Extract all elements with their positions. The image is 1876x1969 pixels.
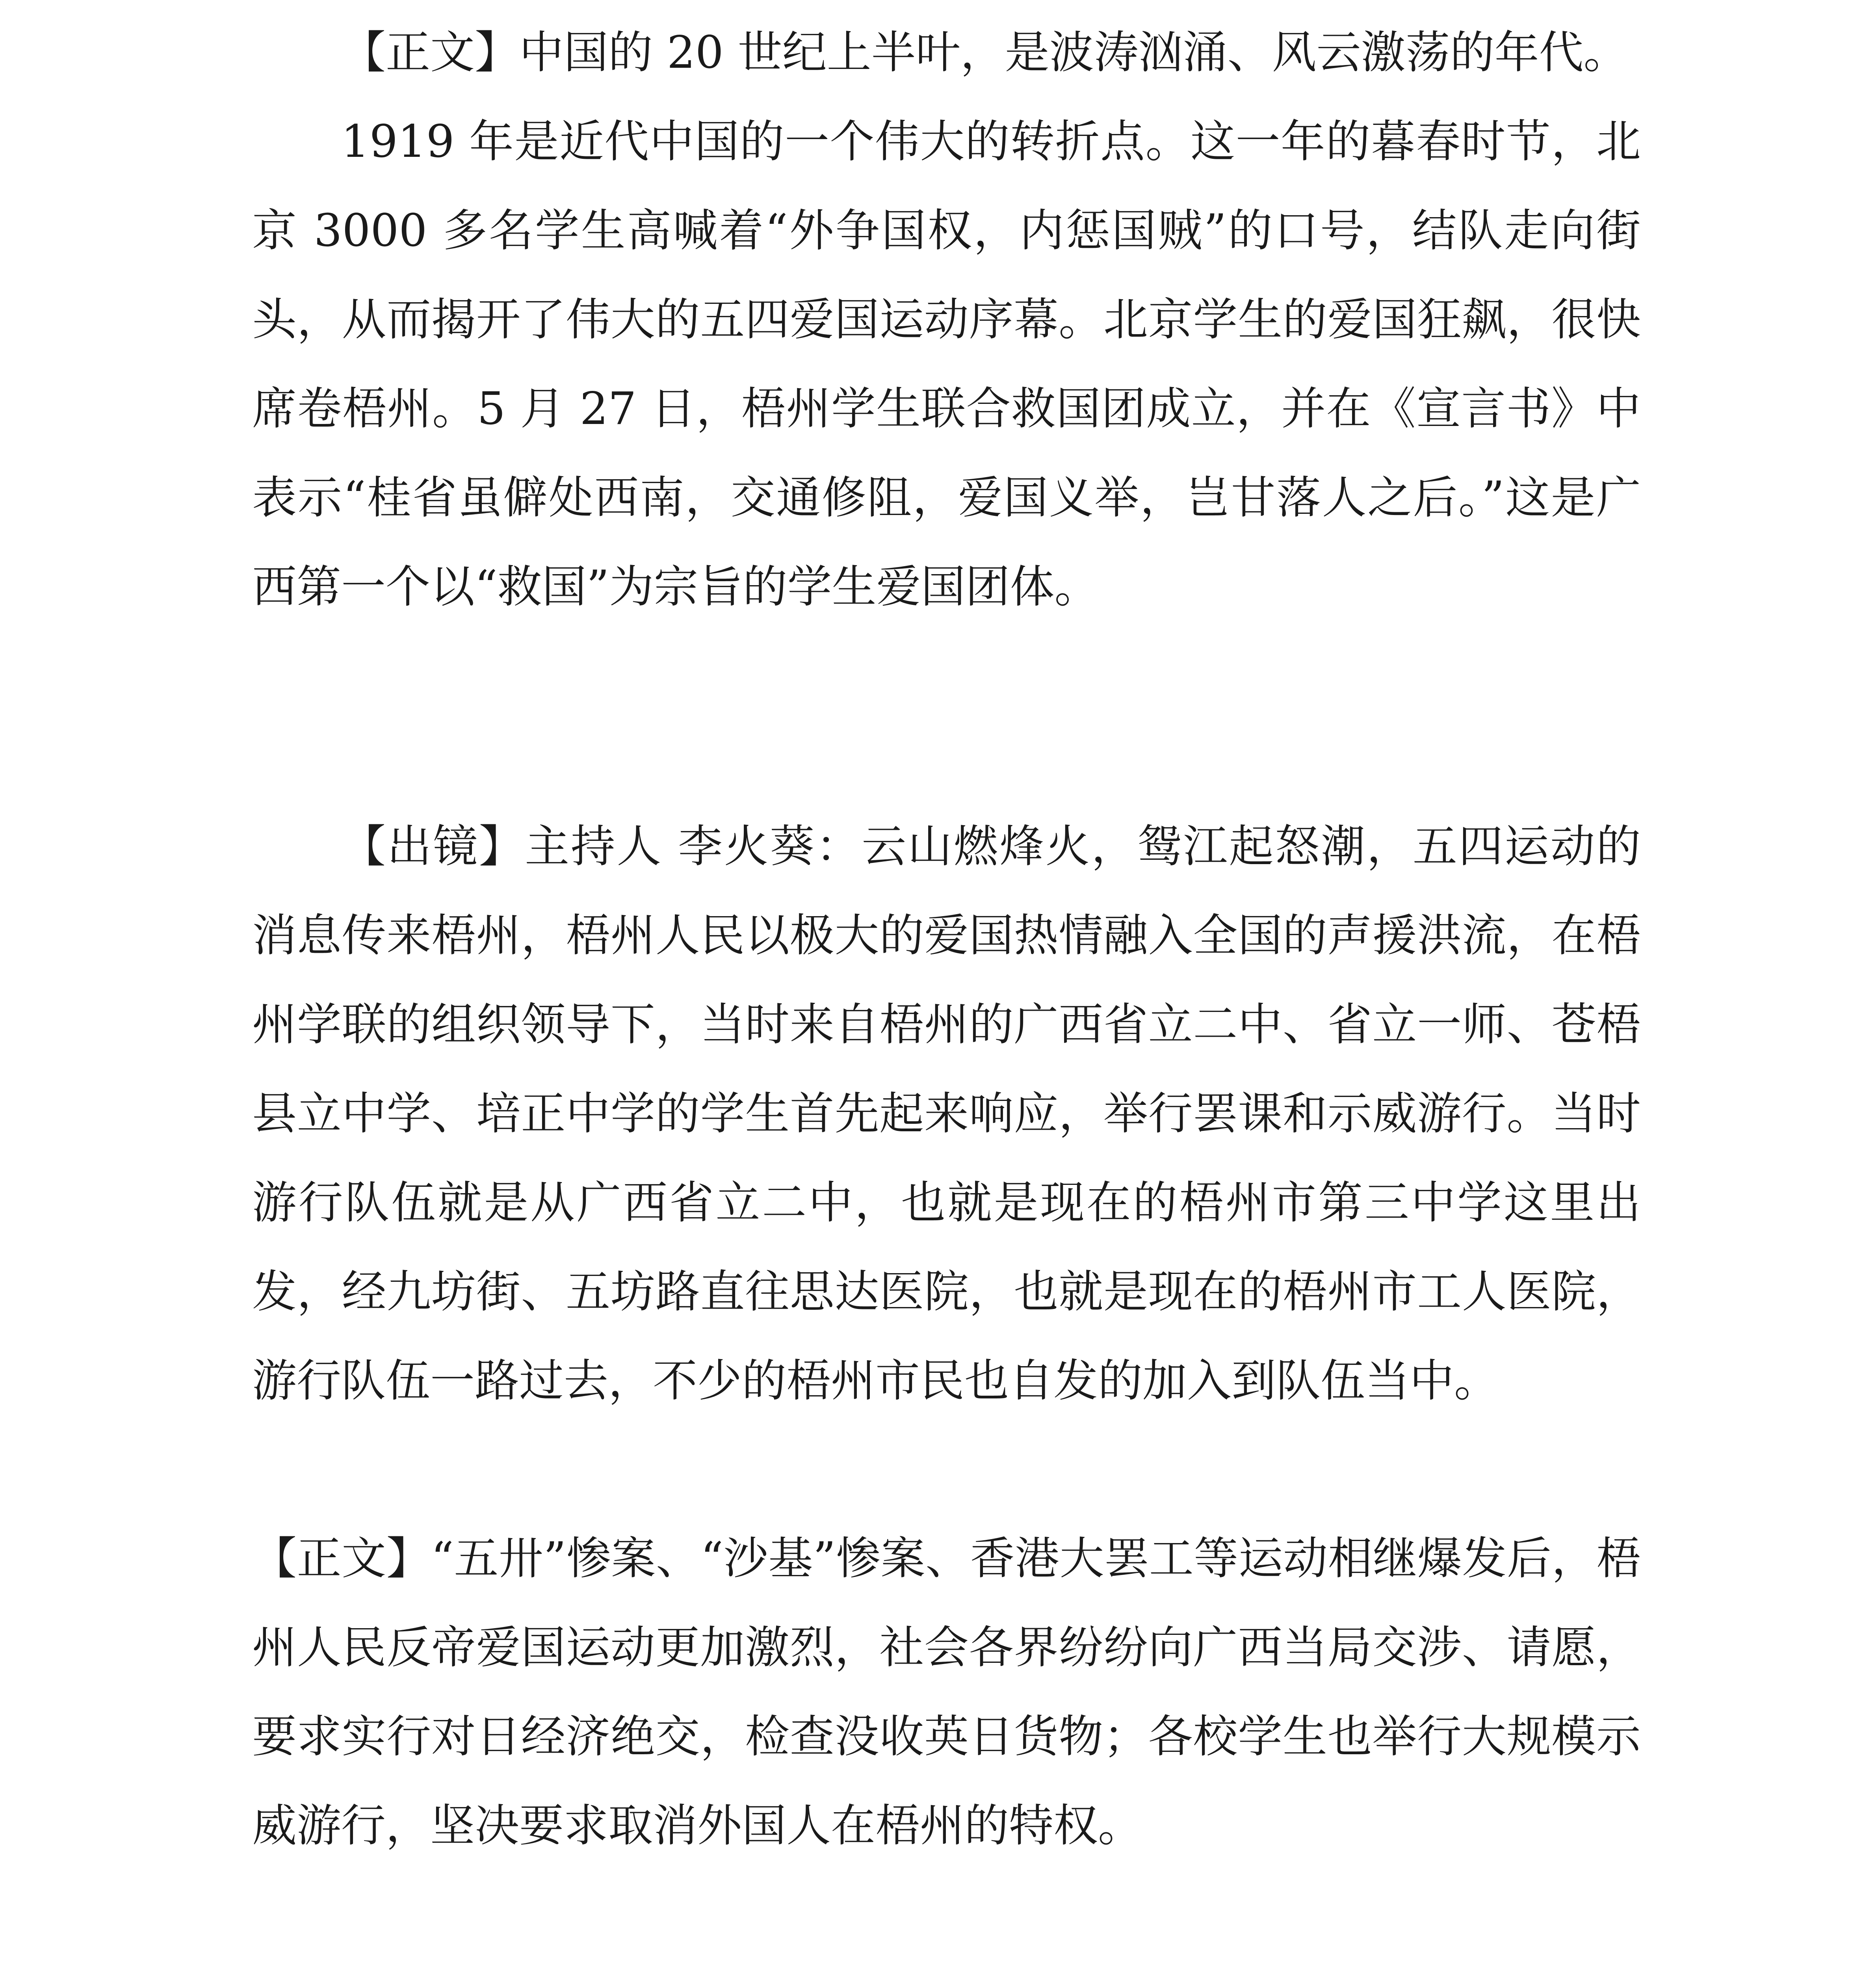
section-tag: 【出镜】 (341, 820, 525, 872)
paragraph-text: “五卅”惨案、“沙基”惨案、香港大罢工等运动相继爆发后，梧州人民反帝爱国运动更加激烈，社会各界纷纷向广西当局交涉、请愿，要求实行对日经济绝交，检查没收英日货物；各校学生也举行大规模示威游行，坚决要求取消外国人在梧州的特权。 (252, 1532, 1641, 1852)
section-tag: 【正文】 (252, 1532, 431, 1584)
paragraph-intro (252, 8, 1641, 97)
paragraph-text: 主持人 李火葵：云山燃烽火，鸳江起怒潮，五四运动的消息传来梧州，梧州人民以极大的爱国热情融入全国的声援洪流，在梧州学联的组织领导下，当时来自梧州的广西省立二中、省立一师、苍梧县立中学、培正中学的学生首先起来响应，举行罢课和示威游行。当时游行队伍就是从广西省立二中，也就是现在的梧州市第三中学这里出发，经九坊街、五坊路直往思达医院，也就是现在的梧州市工人医院，游行队伍一路过去，不少的梧州市民也自发的加入到队伍当中。 (252, 820, 1641, 1407)
paragraph-host (252, 802, 1641, 1425)
paragraph-1919 (252, 97, 1641, 631)
paragraph-text: 1919 年是近代中国的一个伟大的转折点。这一年的暮春时节，北京 3000 多名学生高喊着“外争国权，内惩国贼”的口号，结队走向街头，从而揭开了伟大的五四爱国运动序幕。北京学生的爱国狂飙，很快席卷梧州。5 月 27 日，梧州学生联合救国团成立，并在《宣言书》中表示“桂省虽僻处西南，交通修阻，爱国义举，岂甘落人之后。”这是广西第一个以“救国”为宗旨的学生爱国团体。 (252, 115, 1641, 613)
paragraph-text: 中国的 20 世纪上半叶，是波涛汹涌、风云激荡的年代。 (519, 26, 1628, 78)
paragraph-may30 (252, 1514, 1641, 1870)
section-tag: 【正文】 (341, 26, 519, 78)
